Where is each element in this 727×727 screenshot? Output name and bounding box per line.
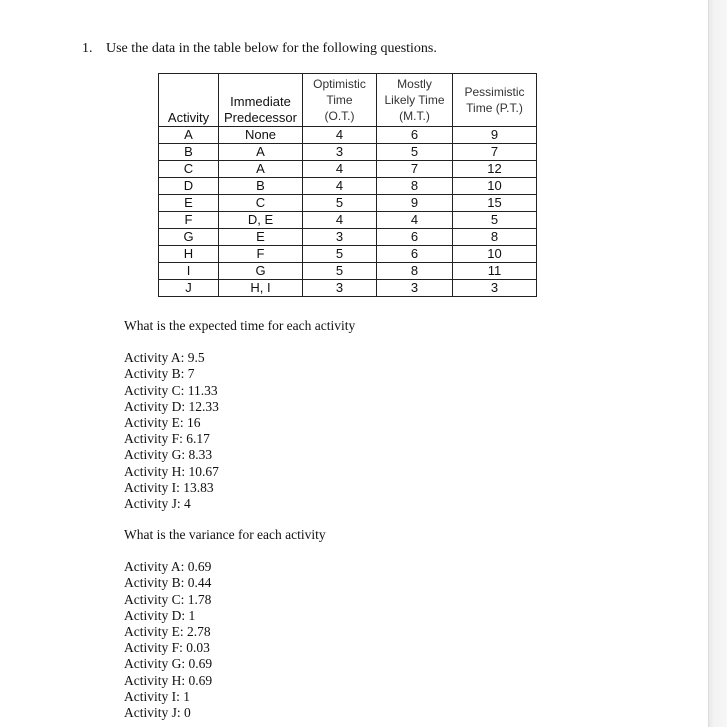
cell-activity: D bbox=[159, 178, 219, 195]
page-edge-shadow bbox=[708, 0, 727, 727]
cell-most-likely: 6 bbox=[377, 229, 453, 246]
expected-time-section bbox=[124, 318, 355, 512]
cell-activity: C bbox=[159, 161, 219, 178]
cell-optimistic: 3 bbox=[303, 280, 377, 297]
cell-pessimistic: 12 bbox=[453, 161, 537, 178]
cell-activity: F bbox=[159, 212, 219, 229]
cell-pessimistic: 9 bbox=[453, 127, 537, 144]
cell-predecessor: F bbox=[219, 246, 303, 263]
cell-activity: G bbox=[159, 229, 219, 246]
table-row bbox=[159, 178, 537, 195]
question-line bbox=[82, 40, 437, 58]
cell-pessimistic: 7 bbox=[453, 144, 537, 161]
cell-optimistic: 5 bbox=[303, 246, 377, 263]
question-number: 1. bbox=[82, 41, 93, 56]
list-item: Activity C: 1.78 bbox=[124, 591, 212, 607]
table-row bbox=[159, 263, 537, 280]
cell-activity: J bbox=[159, 280, 219, 297]
cell-activity: H bbox=[159, 246, 219, 263]
list-item: Activity A: 9.5 bbox=[124, 350, 205, 366]
cell-optimistic: 3 bbox=[303, 144, 377, 161]
variance-heading: What is the variance for each activity bbox=[124, 527, 326, 542]
cell-optimistic: 4 bbox=[303, 161, 377, 178]
list-item: Activity C: 11.33 bbox=[124, 382, 218, 398]
list-item: Activity G: 8.33 bbox=[124, 447, 213, 463]
cell-optimistic: 4 bbox=[303, 178, 377, 195]
cell-pessimistic: 11 bbox=[453, 263, 537, 280]
list-item: Activity G: 0.69 bbox=[124, 656, 213, 672]
list-item: Activity A: 0.69 bbox=[124, 559, 212, 575]
table-row bbox=[159, 246, 537, 263]
cell-optimistic: 5 bbox=[303, 263, 377, 280]
cell-pessimistic: 10 bbox=[453, 178, 537, 195]
list-item: Activity E: 16 bbox=[124, 415, 201, 431]
header-activity: Activity bbox=[159, 74, 219, 127]
expected-time-list bbox=[124, 350, 355, 512]
header-most-likely-time: Mostly Likely Time (M.T.) bbox=[377, 74, 453, 127]
variance-section bbox=[124, 527, 326, 721]
cell-most-likely: 6 bbox=[377, 246, 453, 263]
list-item: Activity D: 1 bbox=[124, 607, 196, 623]
cell-most-likely: 3 bbox=[377, 280, 453, 297]
cell-most-likely: 4 bbox=[377, 212, 453, 229]
cell-most-likely: 9 bbox=[377, 195, 453, 212]
header-optimistic-time: Optimistic Time (O.T.) bbox=[303, 74, 377, 127]
cell-predecessor: A bbox=[219, 144, 303, 161]
list-item: Activity I: 1 bbox=[124, 688, 190, 704]
list-item: Activity F: 6.17 bbox=[124, 431, 210, 447]
table-row bbox=[159, 212, 537, 229]
list-item: Activity H: 0.69 bbox=[124, 672, 213, 688]
cell-activity: A bbox=[159, 127, 219, 144]
table-header-row bbox=[159, 74, 537, 127]
cell-most-likely: 7 bbox=[377, 161, 453, 178]
cell-predecessor: D, E bbox=[219, 212, 303, 229]
cell-optimistic: 5 bbox=[303, 195, 377, 212]
cell-predecessor: C bbox=[219, 195, 303, 212]
table-row bbox=[159, 229, 537, 246]
list-item: Activity D: 12.33 bbox=[124, 398, 219, 414]
cell-predecessor: G bbox=[219, 263, 303, 280]
cell-activity: B bbox=[159, 144, 219, 161]
cell-optimistic: 4 bbox=[303, 212, 377, 229]
cell-pessimistic: 3 bbox=[453, 280, 537, 297]
list-item: Activity F: 0.03 bbox=[124, 640, 210, 656]
list-item: Activity J: 4 bbox=[124, 496, 191, 512]
table-row bbox=[159, 195, 537, 212]
cell-optimistic: 4 bbox=[303, 127, 377, 144]
cell-pessimistic: 15 bbox=[453, 195, 537, 212]
activity-table bbox=[158, 73, 537, 297]
list-item: Activity I: 13.83 bbox=[124, 479, 214, 495]
list-item: Activity H: 10.67 bbox=[124, 463, 219, 479]
cell-pessimistic: 5 bbox=[453, 212, 537, 229]
header-pessimistic-time: Pessimistic Time (P.T.) bbox=[453, 74, 537, 127]
table-row bbox=[159, 144, 537, 161]
table-row bbox=[159, 161, 537, 178]
header-predecessor: Immediate Predecessor bbox=[219, 74, 303, 127]
cell-most-likely: 8 bbox=[377, 178, 453, 195]
cell-predecessor: B bbox=[219, 178, 303, 195]
question-text: Use the data in the table below for the following questions. bbox=[106, 41, 437, 56]
cell-optimistic: 3 bbox=[303, 229, 377, 246]
cell-activity: I bbox=[159, 263, 219, 280]
list-item: Activity B: 7 bbox=[124, 366, 195, 382]
list-item: Activity J: 0 bbox=[124, 705, 191, 721]
cell-most-likely: 5 bbox=[377, 144, 453, 161]
cell-most-likely: 8 bbox=[377, 263, 453, 280]
cell-predecessor: E bbox=[219, 229, 303, 246]
cell-predecessor: H, I bbox=[219, 280, 303, 297]
cell-predecessor: None bbox=[219, 127, 303, 144]
cell-activity: E bbox=[159, 195, 219, 212]
cell-pessimistic: 10 bbox=[453, 246, 537, 263]
cell-predecessor: A bbox=[219, 161, 303, 178]
table-row bbox=[159, 127, 537, 144]
expected-time-heading: What is the expected time for each activity bbox=[124, 318, 356, 333]
cell-most-likely: 6 bbox=[377, 127, 453, 144]
table-row bbox=[159, 280, 537, 297]
cell-pessimistic: 8 bbox=[453, 229, 537, 246]
list-item: Activity B: 0.44 bbox=[124, 575, 212, 591]
variance-list bbox=[124, 559, 326, 721]
list-item: Activity E: 2.78 bbox=[124, 624, 211, 640]
